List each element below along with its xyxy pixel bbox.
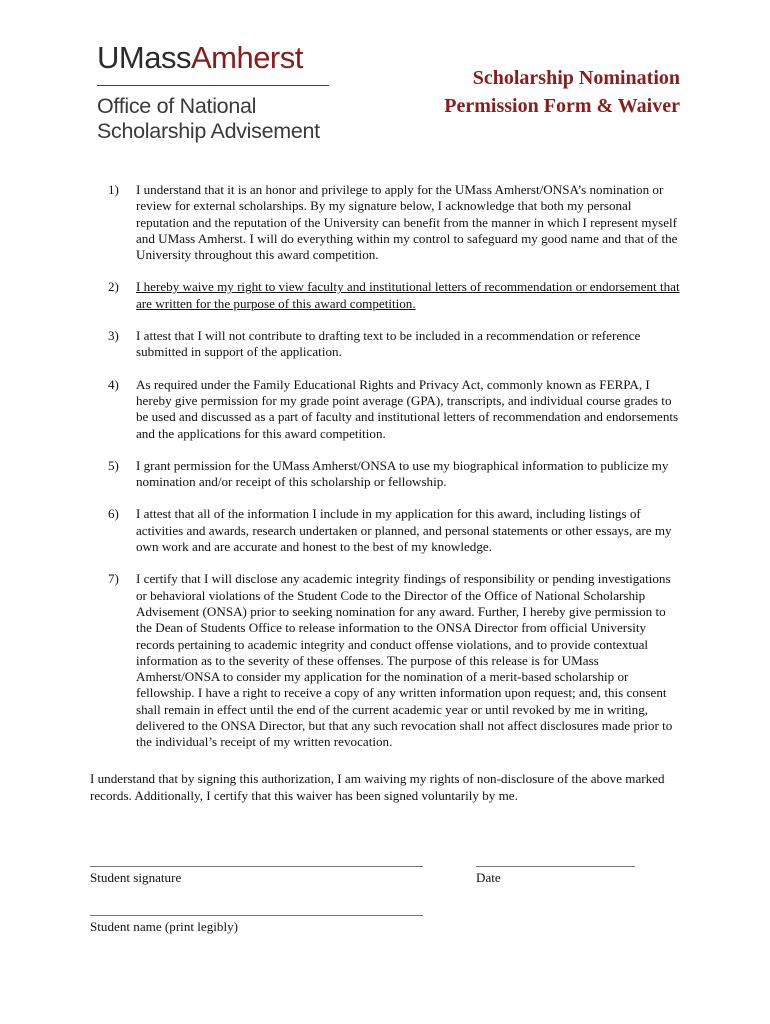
- term-text: I understand that it is an honor and privilege to apply for the UMass Amherst/ONSA’s nomination or review for external scholarships. By my signature below, I acknowledge that both my personal reputation and the reputation of the University can benefit from the manner in which I represent myself and UMass Amherst. I will do everything within my control to safeguard my good name and that of the University throughout this award competition.: [136, 182, 678, 263]
- term-number: 7): [108, 571, 119, 587]
- term-text: I certify that I will disclose any academic integrity findings of responsibility or pending investigations or behavioral violations of the Student Code to the Director of the Office of National Scholarship Advisement (ONSA) prior to seeking nomination for any award. Further, I hereby give permission to the Dean of Students Office to release information to the ONSA Director from official University records pertaining to academic integrity and conduct offense violations, and to provide contextual information as to the severity of these offenses. The purpose of this release is for UMass Amherst/ONSA to consider my application for the nomination of a merit-based scholarship or fellowship. I have a right to receive a copy of any written information upon request; and, this consent shall remain in effect until the end of the current academic year or until revoked by me in writing, delivered to the ONSA Director, but that any such revocation shall not affect disclosures made prior to the individual’s receipt of my written revocation.: [136, 571, 673, 750]
- terms-list: [108, 182, 684, 767]
- term-item: [108, 328, 684, 361]
- date-label: Date: [476, 870, 501, 885]
- term-item: [108, 571, 684, 750]
- term-number: 6): [108, 506, 119, 522]
- form-title-line-2: Permission Form & Waiver: [444, 95, 680, 117]
- term-text-underlined: I hereby waive my right to view faculty and institutional letters of recommendation or endorsement that are written for the purpose of this award competition.: [136, 279, 680, 311]
- office-name-line-2: Scholarship Advisement: [97, 119, 320, 143]
- term-number: 3): [108, 328, 119, 344]
- term-text: I attest that all of the information I include in my application for this award, including listings of activities and awards, research undertaken or planned, and personal statements or other essays, are my own work and are accurate and honest to the best of my knowledge.: [136, 506, 672, 555]
- student-signature-label: Student signature: [90, 870, 182, 885]
- term-item: [108, 182, 684, 263]
- student-signature-field[interactable]: [90, 866, 423, 867]
- logo-divider: [97, 85, 329, 86]
- term-item: [108, 279, 684, 312]
- term-number: 4): [108, 376, 119, 392]
- office-name-line-1: Office of National: [97, 94, 257, 118]
- form-title: [400, 64, 680, 120]
- form-title-line-1: Scholarship Nomination: [472, 67, 680, 89]
- logo-amherst-text: Amherst: [190, 40, 303, 75]
- umass-amherst-logo: [97, 40, 303, 76]
- term-item: [108, 506, 684, 555]
- term-number: 1): [108, 182, 119, 197]
- student-name-label: Student name (print legibly): [90, 919, 239, 934]
- closing-statement: I understand that by signing this authorization, I am waiving my rights of non-disclosure of the above marked records. Additionally, I certify that this waiver has been signed voluntarily by me.: [90, 771, 665, 803]
- student-name-field[interactable]: [90, 915, 423, 916]
- office-name: [97, 94, 320, 144]
- term-item: [108, 377, 684, 442]
- term-number: 2): [108, 279, 119, 295]
- date-field[interactable]: [476, 866, 635, 867]
- term-text: As required under the Family Educational Rights and Privacy Act, commonly known as FERPA, I hereby give permission for my grade point average (GPA), transcripts, and individual course grades to be used and discussed as a part of faculty and institutional letters of recommendation and endorsements and the applications for this award competition.: [136, 376, 679, 441]
- term-text: I grant permission for the UMass Amherst/ONSA to use my biographical information to publicize my nomination and/or receipt of this scholarship or fellowship.: [136, 457, 669, 490]
- term-number: 5): [108, 457, 119, 473]
- logo-umass-text: UMass: [97, 40, 191, 75]
- term-item: [108, 458, 684, 491]
- term-text: I attest that I will not contribute to drafting text to be included in a recommendation or reference submitted in support of the application.: [136, 328, 641, 360]
